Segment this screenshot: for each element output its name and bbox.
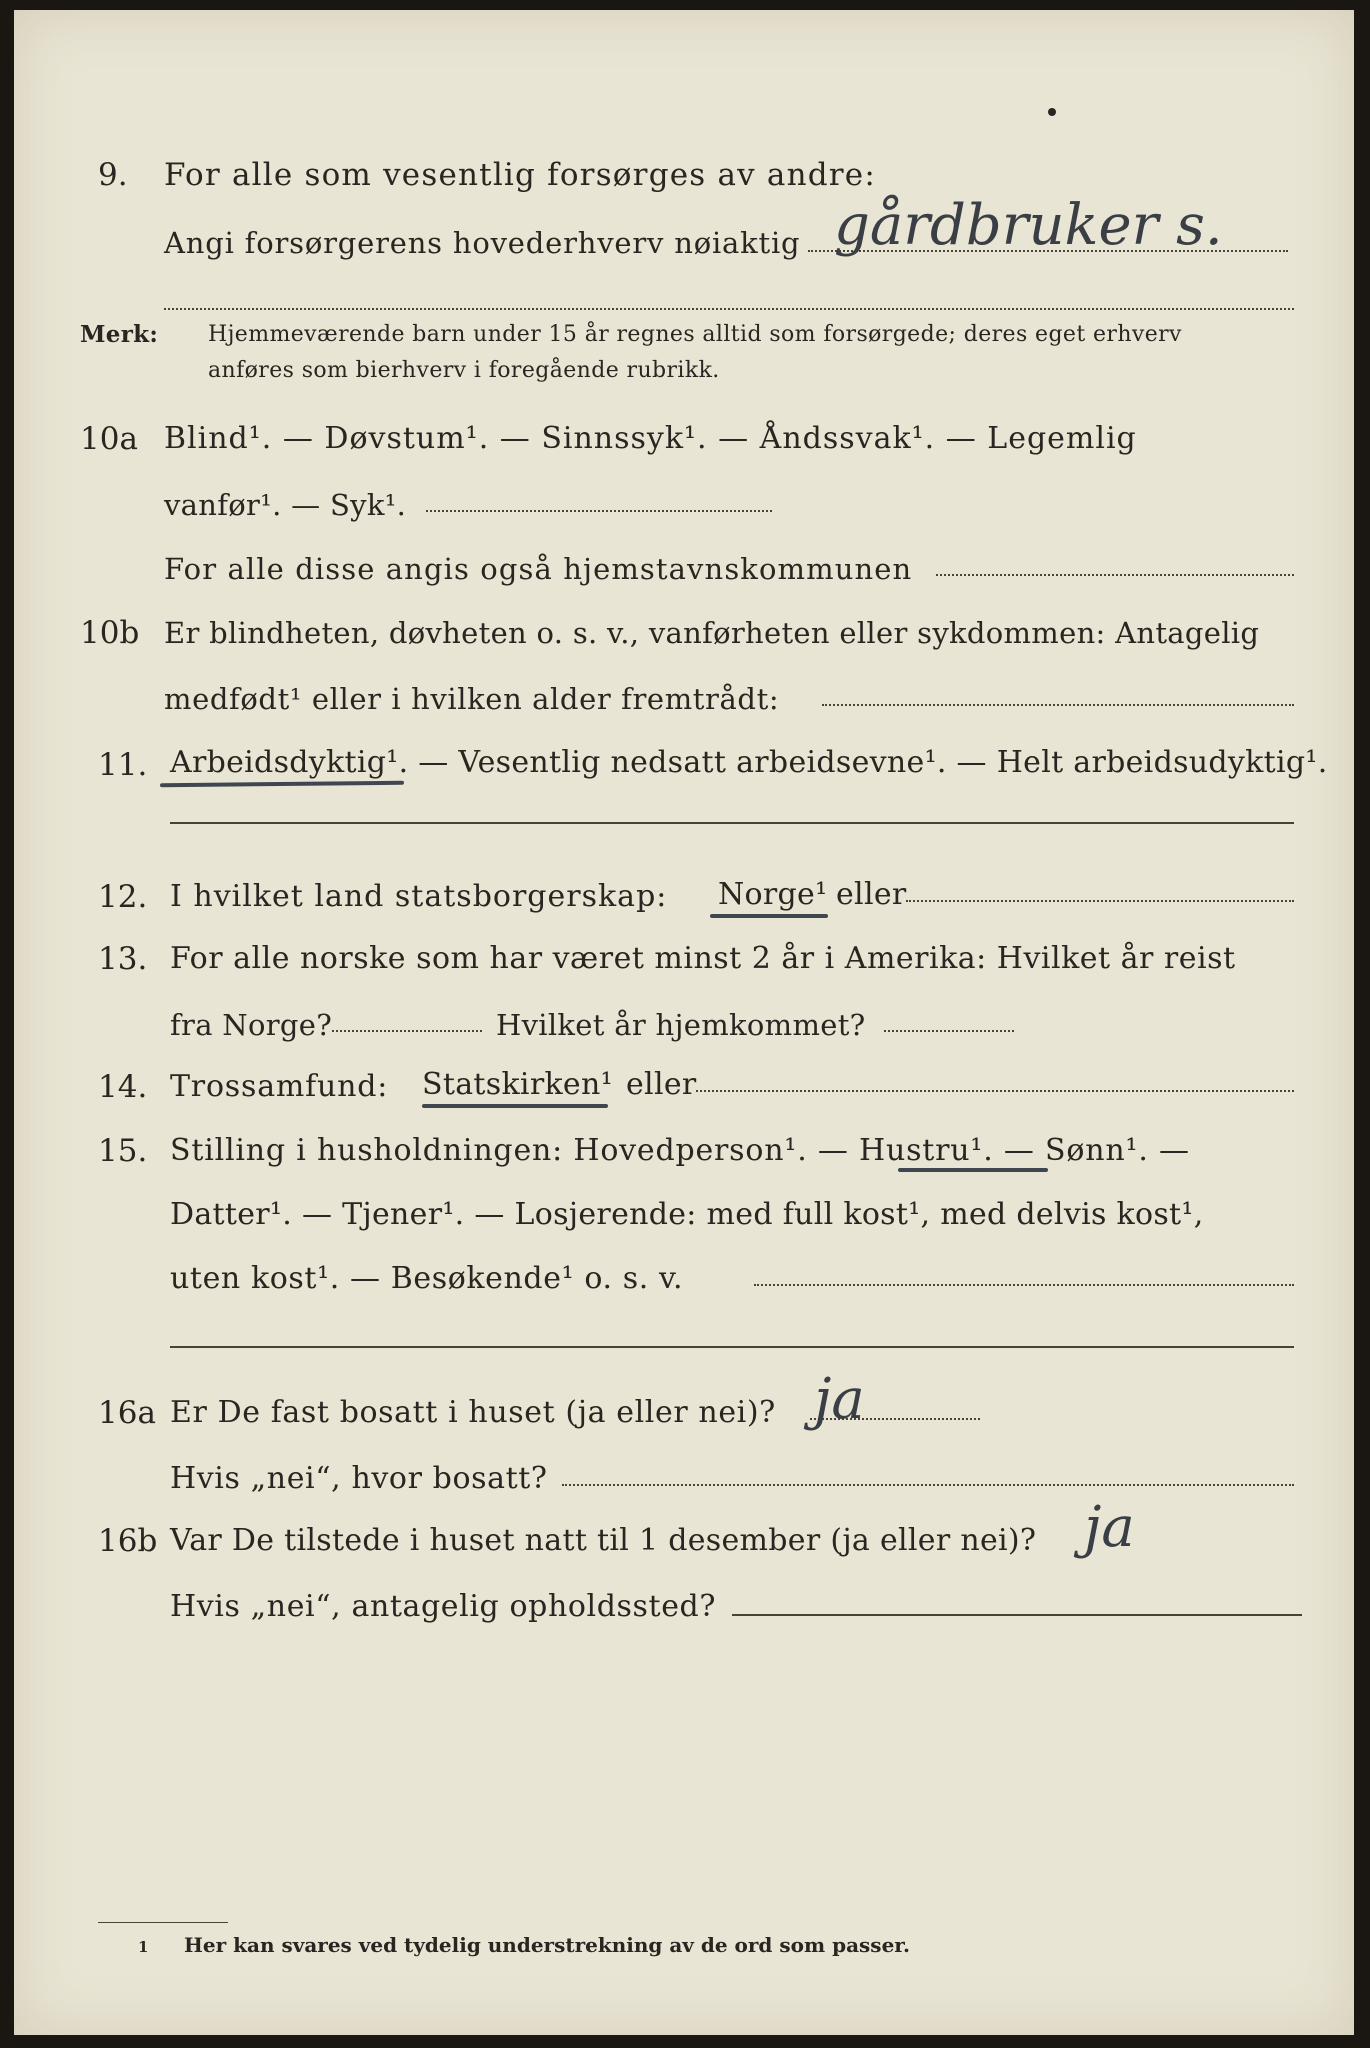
question-13-line2b: Hvilket år hjemkommet? <box>496 1008 866 1042</box>
question-12-answer-line <box>906 900 1294 902</box>
question-13-line1: For alle norske som har været minst 2 år i Amerika: Hvilket år reist <box>170 941 1236 976</box>
question-9-number: 9. <box>98 157 128 193</box>
note-line1: Hjemmeværende barn under 15 år regnes alltid som forsørgede; deres eget erhverv <box>208 322 1182 347</box>
question-14-tail: eller <box>626 1067 697 1102</box>
question-16b-line2: Hvis „nei“, antagelig opholdssted? <box>170 1589 717 1624</box>
question-10a-line1: Blind¹. — Døvstum¹. — Sinnssyk¹. — Åndssvak¹. — Legemlig <box>164 421 1137 456</box>
note-line2: anføres som bierhverv i foregående rubrikk. <box>208 358 720 383</box>
ink-speck <box>1048 108 1056 116</box>
question-10a-number: 10a <box>80 421 138 457</box>
question-13-reist-line <box>332 1030 482 1032</box>
question-14-number: 14. <box>98 1069 148 1105</box>
question-16a-line2: Hvis „nei“, hvor bosatt? <box>170 1461 548 1496</box>
question-15-second-line <box>170 1346 1294 1348</box>
question-10a-sick-line <box>426 510 772 512</box>
question-10a-home-municipality-line <box>936 574 1294 576</box>
question-16a-line1: Er De fast bosatt i huset (ja eller nei)? <box>170 1395 776 1430</box>
question-16a-number: 16a <box>98 1395 156 1431</box>
question-14-option-statskirken: Statskirken¹ <box>422 1067 613 1102</box>
question-12-underline-norge <box>710 914 828 918</box>
question-14-text: Trossamfund: <box>170 1069 389 1104</box>
question-10a-line2: vanfør¹. — Syk¹. <box>164 488 407 522</box>
question-9-line1: For alle som vesentlig forsørges av andre: <box>164 157 876 193</box>
question-10b-line1: Er blindheten, døvheten o. s. v., vanførheten eller sykdommen: Antagelig <box>164 616 1260 650</box>
question-9-handwritten-answer: gårdbruker s. <box>834 193 1223 258</box>
question-11-line1: Arbeidsdyktig¹. — Vesentlig nedsatt arbeidsevne¹. — Helt arbeidsudyktig¹. <box>170 745 1328 780</box>
question-15-line1: Stilling i husholdningen: Hovedperson¹. — Hustru¹. — Sønn¹. — <box>170 1133 1190 1168</box>
note-label: Merk: <box>80 321 159 348</box>
question-12-tail: eller <box>836 877 907 912</box>
footnote-text: Her kan svares ved tydelig understrekning av de ord som passer. <box>184 1933 910 1957</box>
question-11-number: 11. <box>98 747 148 783</box>
question-10b-number: 10b <box>80 615 140 651</box>
census-form-page <box>14 10 1354 2035</box>
question-14-underline-statskirken <box>422 1104 608 1108</box>
question-10b-answer-line <box>822 704 1294 706</box>
question-10a-line3: For alle disse angis også hjemstavnskommunen <box>164 552 913 586</box>
question-15-number: 15. <box>98 1133 148 1169</box>
question-16b-handwritten-answer: ja <box>1084 1495 1135 1560</box>
question-13-hjemkommet-line <box>884 1030 1014 1032</box>
question-13-number: 13. <box>98 941 148 977</box>
question-16a-bosatt-line <box>562 1484 1294 1486</box>
question-15-underline-hustru <box>898 1168 1048 1172</box>
question-16a-handwritten-answer: ja <box>814 1367 865 1432</box>
question-13-line2a: fra Norge? <box>170 1008 333 1042</box>
question-12-number: 12. <box>98 879 148 915</box>
footnote-rule <box>98 1922 228 1923</box>
question-12-option-norge: Norge¹ <box>718 877 828 912</box>
footnote-mark: 1 <box>138 1938 149 1956</box>
question-16b-number: 16b <box>98 1523 158 1559</box>
question-9-second-line <box>164 308 1294 310</box>
question-15-line3: uten kost¹. — Besøkende¹ o. s. v. <box>170 1261 684 1296</box>
question-12-text: I hvilket land statsborgerskap: <box>170 879 668 914</box>
question-16b-line1: Var De tilstede i huset natt til 1 desember (ja eller nei)? <box>170 1523 1037 1558</box>
question-9-line2: Angi forsørgerens hovederhverv nøiaktig <box>164 226 801 260</box>
question-11-answer-line <box>170 822 1294 824</box>
question-15-answer-line <box>754 1284 1294 1286</box>
question-15-line2: Datter¹. — Tjener¹. — Losjerende: med full kost¹, med delvis kost¹, <box>170 1197 1204 1232</box>
question-14-answer-line <box>696 1090 1294 1092</box>
question-10b-line2: medfødt¹ eller i hvilken alder fremtrådt: <box>164 682 780 716</box>
question-16b-opholdssted-line <box>732 1614 1302 1616</box>
